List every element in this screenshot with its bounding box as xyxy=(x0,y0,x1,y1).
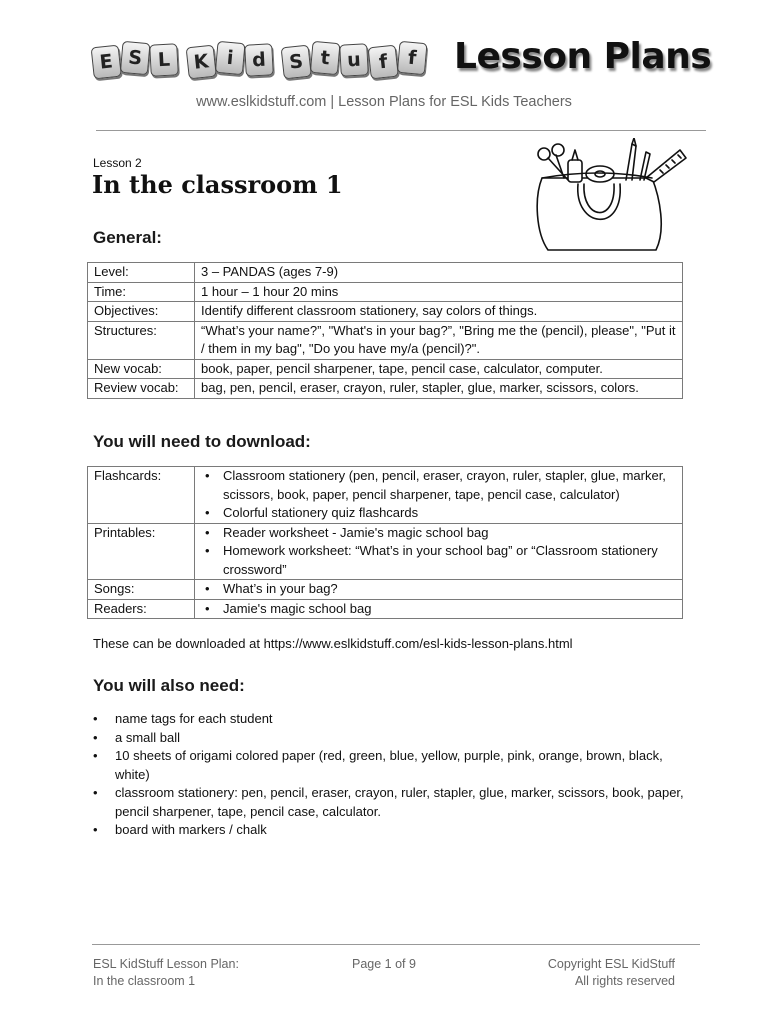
logo-tiles xyxy=(92,44,426,76)
footer-copyright: Copyright ESL KidStuff xyxy=(547,957,675,971)
list-item: • name tags for each student xyxy=(93,710,693,729)
row-value: “What’s your name?”, "What's in your bag?”, "Bring me the (pencil), please", "Put it / them in my bag", "Do you have my/a (pencil)?". xyxy=(195,321,683,359)
school-bag-illustration xyxy=(528,138,688,256)
list-item: • What’s in your bag? xyxy=(201,580,676,599)
table-row xyxy=(88,523,683,580)
row-label: Level: xyxy=(88,263,195,283)
row-label: Structures: xyxy=(88,321,195,359)
logo-letter-tile: f xyxy=(368,45,399,80)
logo-letter-tile: K xyxy=(186,45,217,80)
logo-letter-tile: S xyxy=(120,41,151,75)
logo-letter-tile: S xyxy=(281,45,312,80)
logo-title: Lesson Plans xyxy=(454,36,712,77)
row-value: bag, pen, pencil, eraser, crayon, ruler, stapler, glue, marker, scissors, colors. xyxy=(195,379,683,399)
lesson-title: In the classroom 1 xyxy=(92,170,343,199)
table-row xyxy=(88,282,683,302)
row-label: Printables: xyxy=(88,523,195,580)
general-table xyxy=(87,262,683,399)
table-row xyxy=(88,321,683,359)
row-label: Songs: xyxy=(88,580,195,600)
list-item: • a small ball xyxy=(93,729,693,748)
header-divider xyxy=(96,130,706,131)
table-row xyxy=(88,379,683,399)
footer-plan-label: ESL KidStuff Lesson Plan: xyxy=(93,957,239,971)
bullet-list xyxy=(201,600,676,619)
logo-letter-tile: f xyxy=(397,41,428,75)
bullet-list xyxy=(201,524,676,580)
table-row xyxy=(88,302,683,322)
row-value: book, paper, pencil sharpener, tape, pencil case, calculator, computer. xyxy=(195,359,683,379)
list-item: • board with markers / chalk xyxy=(93,821,693,840)
row-label: Objectives: xyxy=(88,302,195,322)
logo-letter-tile: t xyxy=(310,41,341,75)
footer-right xyxy=(548,956,675,989)
logo-letter-tile: d xyxy=(244,43,274,76)
list-item: • classroom stationery: pen, pencil, eraser, crayon, ruler, stapler, glue, marker, scissors, book, paper, pencil sharpener, tape, pencil case, calculator. xyxy=(93,784,693,821)
list-item: • Colorful stationery quiz flashcards xyxy=(201,504,676,523)
logo-letter-tile: i xyxy=(215,41,246,75)
bullet-list xyxy=(201,580,676,599)
list-item: • Jamie's magic school bag xyxy=(201,600,676,619)
bullet-list xyxy=(201,467,676,523)
general-heading: General: xyxy=(93,228,162,247)
row-value: Identify different classroom stationery, say colors of things. xyxy=(195,302,683,322)
row-label: Flashcards: xyxy=(88,467,195,524)
download-note: These can be downloaded at https://www.eslkidstuff.com/esl-kids-lesson-plans.html xyxy=(93,636,573,651)
row-label: New vocab: xyxy=(88,359,195,379)
table-row xyxy=(88,580,683,600)
lesson-number: Lesson 2 xyxy=(93,156,142,170)
table-row xyxy=(88,263,683,283)
row-label: Readers: xyxy=(88,599,195,619)
footer-divider xyxy=(92,944,700,945)
esl-kidstuff-logo xyxy=(92,30,426,90)
footer-page-number: Page 1 of 9 xyxy=(352,957,416,971)
table-row xyxy=(88,359,683,379)
list-item: • 10 sheets of origami colored paper (red, green, blue, yellow, purple, pink, orange, brown, black, white) xyxy=(93,747,693,784)
header-subtitle: www.eslkidstuff.com | Lesson Plans for ESL Kids Teachers xyxy=(196,94,572,110)
row-items xyxy=(195,599,683,619)
logo-letter-tile: E xyxy=(91,45,122,80)
row-label: Review vocab: xyxy=(88,379,195,399)
row-items xyxy=(195,523,683,580)
row-items xyxy=(195,580,683,600)
also-need-list xyxy=(93,710,693,840)
download-table xyxy=(87,466,683,619)
logo-letter-tile: u xyxy=(339,43,369,76)
row-items xyxy=(195,467,683,524)
footer-plan-title: In the classroom 1 xyxy=(93,973,196,988)
row-value: 3 – PANDAS (ages 7-9) xyxy=(195,263,683,283)
list-item: • Reader worksheet - Jamie's magic school bag xyxy=(201,524,676,543)
download-heading: You will need to download: xyxy=(93,432,311,451)
table-row xyxy=(88,467,683,524)
list-item: • Homework worksheet: “What’s in your school bag” or “Classroom stationery crossword” xyxy=(201,542,676,579)
logo-letter-tile: L xyxy=(149,43,179,76)
table-row xyxy=(88,599,683,619)
also-need-heading: You will also need: xyxy=(93,676,245,695)
row-value: 1 hour – 1 hour 20 mins xyxy=(195,282,683,302)
footer-rights: All rights reserved xyxy=(574,973,675,988)
row-label: Time: xyxy=(88,282,195,302)
list-item: • Classroom stationery (pen, pencil, eraser, crayon, ruler, stapler, glue, marker, scissors, book, paper, pencil sharpener, tape, pencil case, calculator) xyxy=(201,467,676,504)
